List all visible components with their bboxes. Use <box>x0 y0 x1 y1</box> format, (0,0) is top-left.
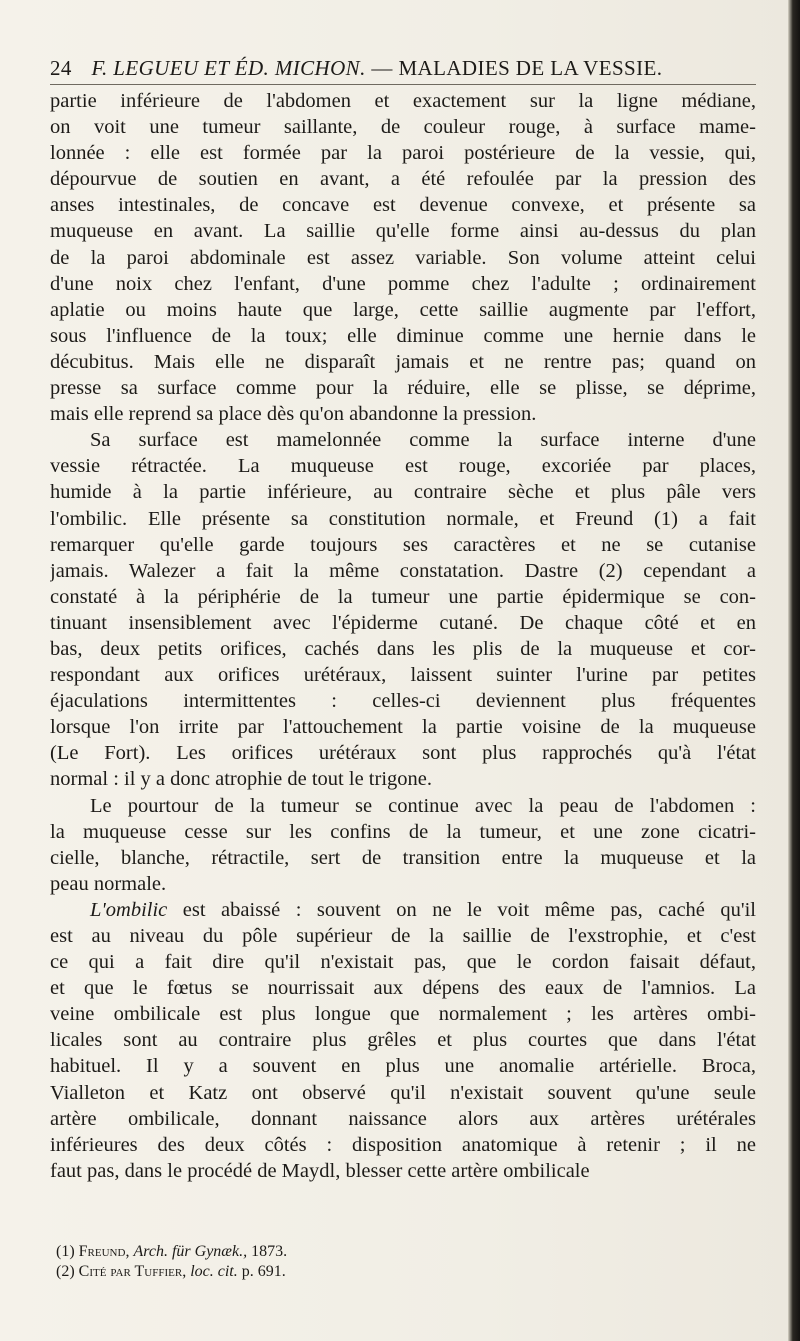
text-line: Le pourtour de la tumeur se continue avec la peau de l'abdomen : <box>90 794 756 817</box>
text-line: tinuant insensiblement avec l'épiderme cutané. De chaque côté et en <box>50 611 756 634</box>
text-line: (Le Fort). Les orifices urétéraux sont plus rapprochés qu'à l'état <box>50 742 756 765</box>
text-line: artère ombilicale, donnant naissance alors aux artères urétérales <box>50 1107 756 1130</box>
text-line: et que le fœtus se nourrissait aux dépens des eaux de l'amnios. La <box>50 977 756 1000</box>
text-line: sous l'influence de la toux; elle diminue comme une hernie dans le <box>50 324 756 347</box>
footnote-detail: p. 691. <box>241 1263 286 1280</box>
text-line: de la paroi abdominale est assez variable. Son volume atteint celui <box>50 246 756 269</box>
footnotes <box>56 1242 656 1282</box>
footnote-detail: 1873. <box>251 1243 288 1260</box>
text-line: vessie rétractée. La muqueuse est rouge, excoriée par places, <box>50 455 756 478</box>
running-header <box>50 56 756 81</box>
footnote-source: Arch. für Gynæk., <box>133 1243 252 1260</box>
text-line: ce qui a fait dire qu'il n'existait pas, que le cordon faisait défaut, <box>50 951 756 974</box>
paragraph <box>50 793 756 897</box>
text-line: mais elle reprend sa place dès qu'on abandonne la pression. <box>50 403 537 426</box>
text-line: on voit une tumeur saillante, de couleur rouge, à surface mame- <box>50 116 756 139</box>
text-line: Sa surface est mamelonnée comme la surface interne d'une <box>90 429 756 452</box>
text-line: lonnée : elle est formée par la paroi postérieure de la vessie, qui, <box>50 142 756 165</box>
text-line: bas, deux petits orifices, cachés dans les plis de la muqueuse et cor- <box>50 637 756 660</box>
text-line: peau normale. <box>50 872 167 895</box>
footnote-author: Freund, <box>78 1243 134 1260</box>
text-line: jamais. Walezer a fait la même constatation. Dastre (2) cependant a <box>50 559 756 582</box>
footnote-source: loc. cit. <box>190 1263 242 1280</box>
paragraph <box>50 88 756 427</box>
text-line: normal : il y a donc atrophie de tout le trigone. <box>50 768 432 791</box>
text-line: habituel. Il y a souvent en plus une anomalie artérielle. Broca, <box>50 1055 756 1078</box>
paragraph <box>50 897 756 1184</box>
header-separator: — <box>371 56 393 80</box>
footnote-mark: (2) <box>56 1263 79 1280</box>
header-authors: F. LEGUEU ET ÉD. MICHON. <box>91 56 366 80</box>
text-line: remarquer qu'elle garde toujours ses caractères et ne se cutanise <box>50 533 756 556</box>
paragraph <box>50 427 756 792</box>
footnote-author: Cité par Tuffier, <box>78 1263 191 1280</box>
text-line: d'une noix chez l'enfant, d'une pomme chez l'adulte ; ordinairement <box>50 272 756 295</box>
text-line: veine ombilicale est plus longue que normalement ; les artères ombi- <box>50 1003 756 1026</box>
text-line: lorsque l'on irrite par l'attouchement la partie voisine de la muqueuse <box>50 716 756 739</box>
footnote <box>56 1262 656 1282</box>
text-line: aplatie ou moins haute que large, cette saillie augmente par l'effort, <box>50 298 756 321</box>
header-rule <box>50 84 756 85</box>
text-line: cielle, blanche, rétractile, sert de transition entre la muqueuse et la <box>50 846 756 869</box>
text-line: la muqueuse cesse sur les confins de la tumeur, et une zone cicatri- <box>50 820 756 843</box>
body-text <box>50 88 756 1184</box>
text-line: décubitus. Mais elle ne disparaît jamais et ne rentre pas; quand on <box>50 350 756 373</box>
text-line: est au niveau du pôle supérieur de la saillie de l'exstrophie, et c'est <box>50 925 756 947</box>
footnote <box>56 1242 656 1262</box>
text-line: constaté à la périphérie de la tumeur une partie épidermique se con- <box>50 585 756 608</box>
text-line: dépourvue de soutien en avant, a été refoulée par la pression des <box>50 168 756 191</box>
text-line: partie inférieure de l'abdomen et exactement sur la ligne médiane, <box>50 90 756 112</box>
text-line: respondant aux orifices urétéraux, laissent suinter l'urine par petites <box>50 664 756 687</box>
text-line: humide à la partie inférieure, au contraire sèche et plus pâle vers <box>50 481 756 504</box>
page-binding-edge <box>788 0 800 1341</box>
text-line: anses intestinales, de concave est devenue convexe, et présente sa <box>50 194 756 217</box>
page-number: 24 <box>50 56 72 80</box>
text-line: faut pas, dans le procédé de Maydl, blesser cette artère ombilicale <box>50 1159 590 1182</box>
text-line: Vialleton et Katz ont observé qu'il n'existait souvent qu'une seule <box>50 1081 756 1104</box>
text-line: l'ombilic. Elle présente sa constitution normale, et Freund (1) a fait <box>50 507 756 530</box>
italic-term: L'ombilic <box>90 898 168 921</box>
text-line: éjaculations intermittentes : celles-ci deviennent plus fréquentes <box>50 690 756 713</box>
text-line: L'ombilic est abaissé : souvent on ne le voit même pas, caché qu'il <box>90 898 756 921</box>
text-line: licales sont au contraire plus grêles et plus courtes que dans l'état <box>50 1029 756 1052</box>
footnote-mark: (1) <box>56 1243 79 1260</box>
header-title: MALADIES DE LA VESSIE. <box>398 56 663 80</box>
text-line: presse sa surface comme pour la réduire, elle se plisse, se déprime, <box>50 377 756 400</box>
text-line: inférieures des deux côtés : disposition anatomique à retenir ; il ne <box>50 1133 756 1156</box>
text-line: muqueuse en avant. La saillie qu'elle forme ainsi au-dessus du plan <box>50 220 756 243</box>
